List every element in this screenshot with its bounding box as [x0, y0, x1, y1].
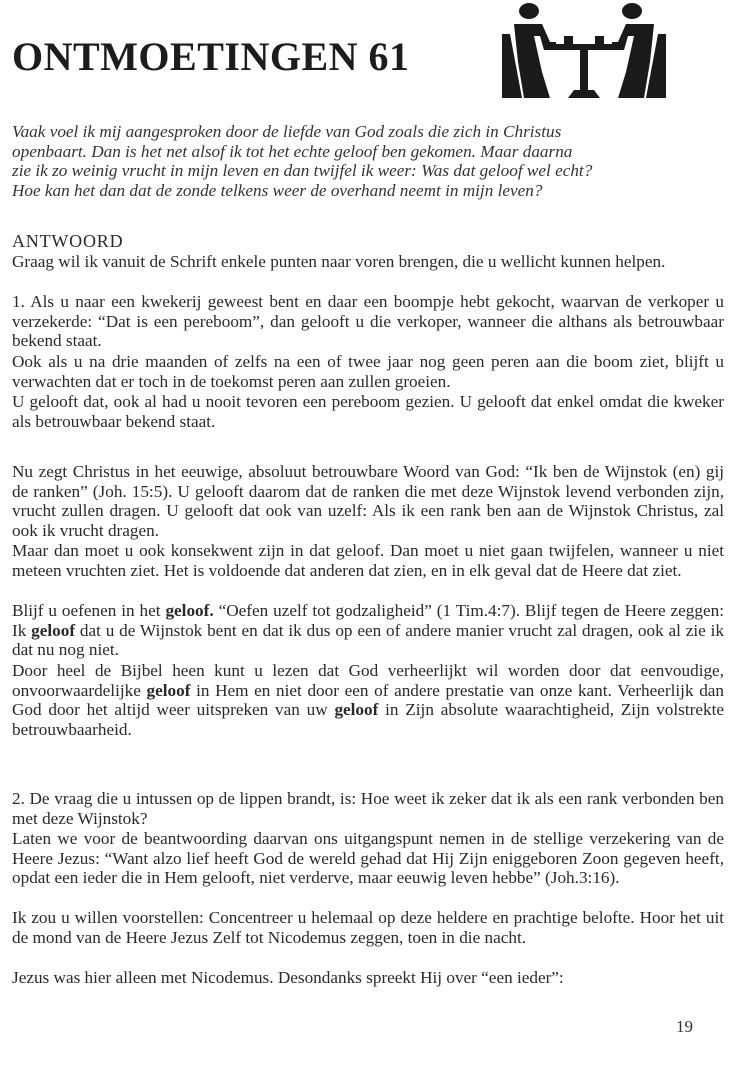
bold-text: geloof [146, 680, 191, 700]
paragraph: Maar dan moet u ook konsekwent zijn in dat geloof. Dan moet u niet gaan twijfelen, wanneer u niet meteen vruchten ziet. Het is voldoende dat anderen dat zien, en in elk geval dat de Heere dat ziet. [12, 541, 724, 580]
paragraph: 1. Als u naar een kwekerij geweest bent en daar een boompje hebt gekocht, waarvan de verkoper u verzekerde: “Dat is een pereboom”, dan gelooft u die verkoper, wanneer die althans als betrouwbaar bekend staat. [12, 292, 724, 351]
page-title: ONTMOETINGEN 61 [12, 34, 410, 79]
paragraph: Ik zou u willen voorstellen: Concentreer u helemaal op deze heldere en prachtige belofte. Hoor het uit de mond van de Heere Jezus Zelf tot Nicodemus zeggen, toen in die nacht. [12, 908, 724, 947]
paragraph [12, 601, 724, 660]
paragraph: 2. De vraag die u intussen op de lippen brandt, is: Hoe weet ik zeker dat ik als een rank verbonden ben met deze Wijnstok? [12, 789, 724, 828]
bold-text: geloof [31, 620, 76, 640]
text: dat u de Wijnstok bent en dat ik dus op een of andere manier vrucht zal dragen, ook al zie ik dat nu nog niet. [12, 620, 724, 660]
bold-text: geloof [334, 700, 379, 720]
text: in Hem en niet door een of andere prestatie van onze kant. Verheerlijk dan God door het altijd weer uitspreken van uw [12, 680, 725, 720]
paragraph: Nu zegt Christus in het eeuwige, absoluut betrouwbare Woord van God: “Ik ben de Wijnstok (en) gij de ranken” (Joh. 15:5). U gelooft daarom dat de ranken die met deze Wijnstok levend verbonden zijn, vrucht zullen dragen. U gelooft dat ook van uzelf: Als ik een rank ben aan de Wijnstok Christus, zal ook ik vrucht dragen. [12, 462, 724, 541]
answer-heading: ANTWOORD [12, 231, 124, 251]
two-people-at-table-icon [494, 2, 674, 102]
paragraph: U gelooft dat, ook al had u nooit tevoren een pereboom gezien. U gelooft dat enkel omdat die kweker als betrouwbaar bekend staat. [12, 392, 724, 431]
paragraph [12, 661, 724, 740]
question-line: zie ik zo weinig vrucht in mijn leven en dan twijfel ik weer: Was dat geloof wel echt? [12, 161, 593, 180]
text: Blijf u oefenen in het [12, 601, 166, 620]
question-line: Hoe kan het dan dat de zonde telkens weer de overhand neemt in mijn leven? [12, 180, 543, 200]
page-number: 19 [676, 1017, 693, 1036]
question [12, 122, 724, 200]
paragraph: Laten we voor de beantwoording daarvan ons uitgangspunt nemen in de stellige verzekering van de Heere Jezus: “Want alzo lief heeft God de wereld gehad dat Hij Zijn eniggeboren Zoon gegeven heeft, opdat een ieder die in Hem gelooft, niet verderve, maar eeuwig leven hebbe” (Joh.3:16). [12, 829, 724, 888]
question-line: Vaak voel ik mij aangesproken door de liefde van God zoals die zich in Christus [12, 122, 562, 141]
paragraph: Graag wil ik vanuit de Schrift enkele punten naar voren brengen, die u wellicht kunnen helpen. [12, 252, 666, 271]
paragraph: Jezus was hier alleen met Nicodemus. Desondanks spreekt Hij over “een ieder”: [12, 968, 564, 987]
text: in Zijn absolute waarachtigheid, Zijn volstrekte betrouwbaarheid. [12, 700, 724, 740]
question-line: openbaart. Dan is het net alsof ik tot het echte geloof ben gekomen. Maar daarna [12, 141, 573, 161]
bold-text: geloof. [165, 601, 214, 620]
paragraph: Ook als u na drie maanden of zelfs na een of twee jaar nog geen peren aan die boom ziet, blijft u verwachten dat er toch in de toekomst peren aan zullen groeien. [12, 352, 724, 391]
text: “Oefen uzelf tot godzaligheid” (1 Tim.4:7). Blijf tegen de Heere zeggen: Ik [12, 601, 724, 640]
text: Door heel de Bijbel heen kunt u lezen dat God verheerlijkt wil worden door dat eenvoudige, onvoorwaardelijke [12, 661, 724, 700]
